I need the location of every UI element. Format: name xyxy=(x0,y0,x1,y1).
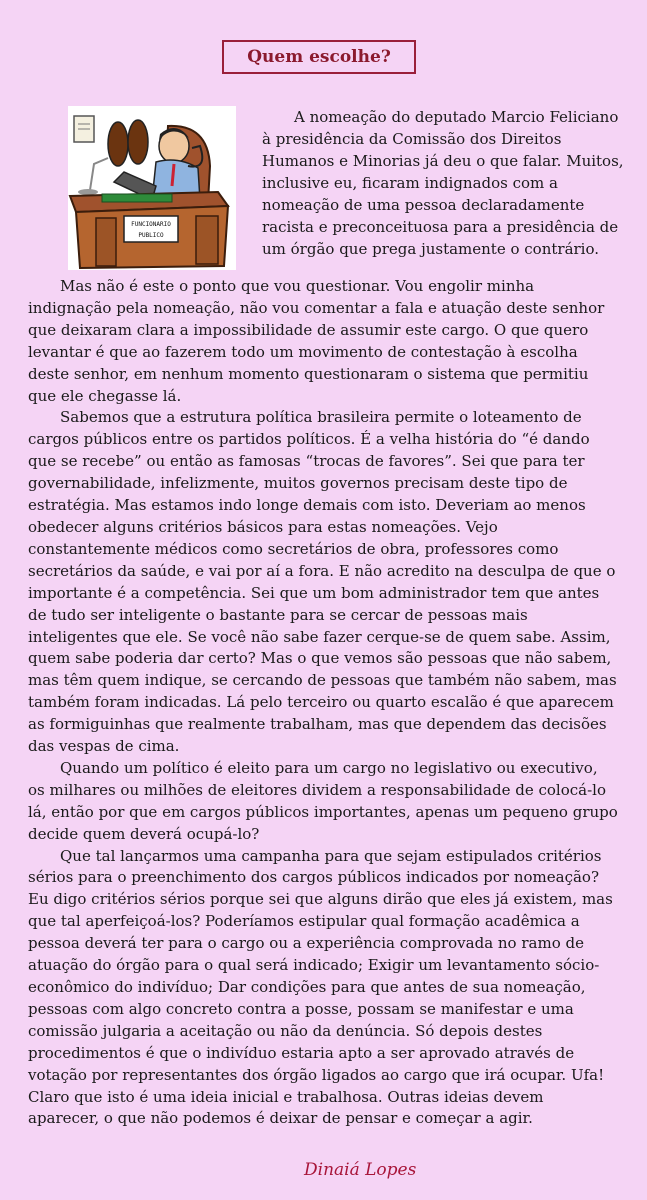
author-signature: Dinaiá Lopes xyxy=(304,1160,417,1180)
bureaucrat-feet-on-desk-icon xyxy=(68,106,236,270)
paragraph: Sabemos que a estrutura política brasileira permite o loteamento de cargos públicos entre os partidos políticos. É a velha história do “é dando que se recebe” ou então as famosas “trocas de favores”. Sei que para ter governabilidade, infelizmente, muitos governos precisam deste tipo de estratégia. Mas estamos indo longe demais com isto. Deveriam ao menos obedecer alguns critérios básicos para estas nomeações. Vejo constantemente médicos como secretários de obra, professores como secretários da saúde, e vai por aí a fora. E não acredito na desculpa de que o importante é a competência. Sei que um bom administrador tem que antes de tudo ser inteligente o bastante para se cercar de pessoas mais inteligentes que ele. Se você não sabe fazer cerque-se de quem sabe. Assim, quem sabe poderia dar certo? Mas o que vemos são pessoas que não sabem, mas têm quem indique, se cercando de pessoas que também não sabem, mas também foram indicadas. Lá pelo terceiro ou quarto escalão é que aparecem as formiguinhas que realmente trabalham, mas que dependem das decisões das vespas de cima. xyxy=(28,408,617,756)
paragraph: Que tal lançarmos uma campanha para que sejam estipulados critérios sérios para o preenchimento dos cargos públicos indicados por nomeação? Eu digo critérios sérios porque sei que alguns dirão que eles já existem, mas que tal aperfeiçoá-los? Poderíamos estipular qual formação acadêmica a pessoa deverá ter para o cargo ou a experiência comprovada no ramo de atuação do órgão para o qual será indicado; Exigir um levantamento sócio-econômico do indivíduo; Dar condições para que antes de sua nomeação, pessoas com algo concreto contra a posse, possam se manifestar e uma comissão julgaria a aceitação ou não da denúncia. Só depois destes procedimentos é que o indivíduo estaria apto a ser aprovado através de votação por representantes dos órgão ligados ao cargo que irá ocupar. Ufa! Claro que isto é uma ideia inicial e trabalhosa. Outras ideias devem aparecer, o que não podemos é deixar de pensar e começar a agir. xyxy=(28,846,613,1128)
bureaucrat-illustration xyxy=(68,106,236,270)
article-title-text: Quem escolhe? xyxy=(247,47,391,67)
desk-sign-line1: FUNCIONARIO xyxy=(131,221,171,228)
paragraph: Quando um político é eleito para um cargo no legislativo ou executivo, os milhares ou milhões de eleitores dividem a responsabilidade de colocá-lo lá, então por que em cargos públicos importantes, apenas um pequeno grupo decide quem deverá ocupá-lo? xyxy=(28,758,618,843)
article-body xyxy=(28,276,618,1130)
desk-sign-line2: PUBLICO xyxy=(138,232,164,239)
intro-paragraph: A nomeação do deputado Marcio Feliciano à presidência da Comissão dos Direitos Humanos e Minorias já deu o que falar. Muitos, inclusive eu, ficaram indignados com a nomeação de uma pessoa declaradamente racista e preconceituosa para a presidência de um órgão que prega justamente o contrário. xyxy=(262,108,624,258)
article-title xyxy=(222,40,416,74)
paragraph: Mas não é este o ponto que vou questionar. Vou engolir minha indignação pela nomeação, não vou comentar a fala e atuação deste senhor que deixaram clara a impossibilidade de assumir este cargo. O que quero levantar é que ao fazerem todo um movimento de contestação à escolha deste senhor, em nenhum momento questionaram o sistema que permitiu que ele chegasse lá. xyxy=(28,277,605,405)
